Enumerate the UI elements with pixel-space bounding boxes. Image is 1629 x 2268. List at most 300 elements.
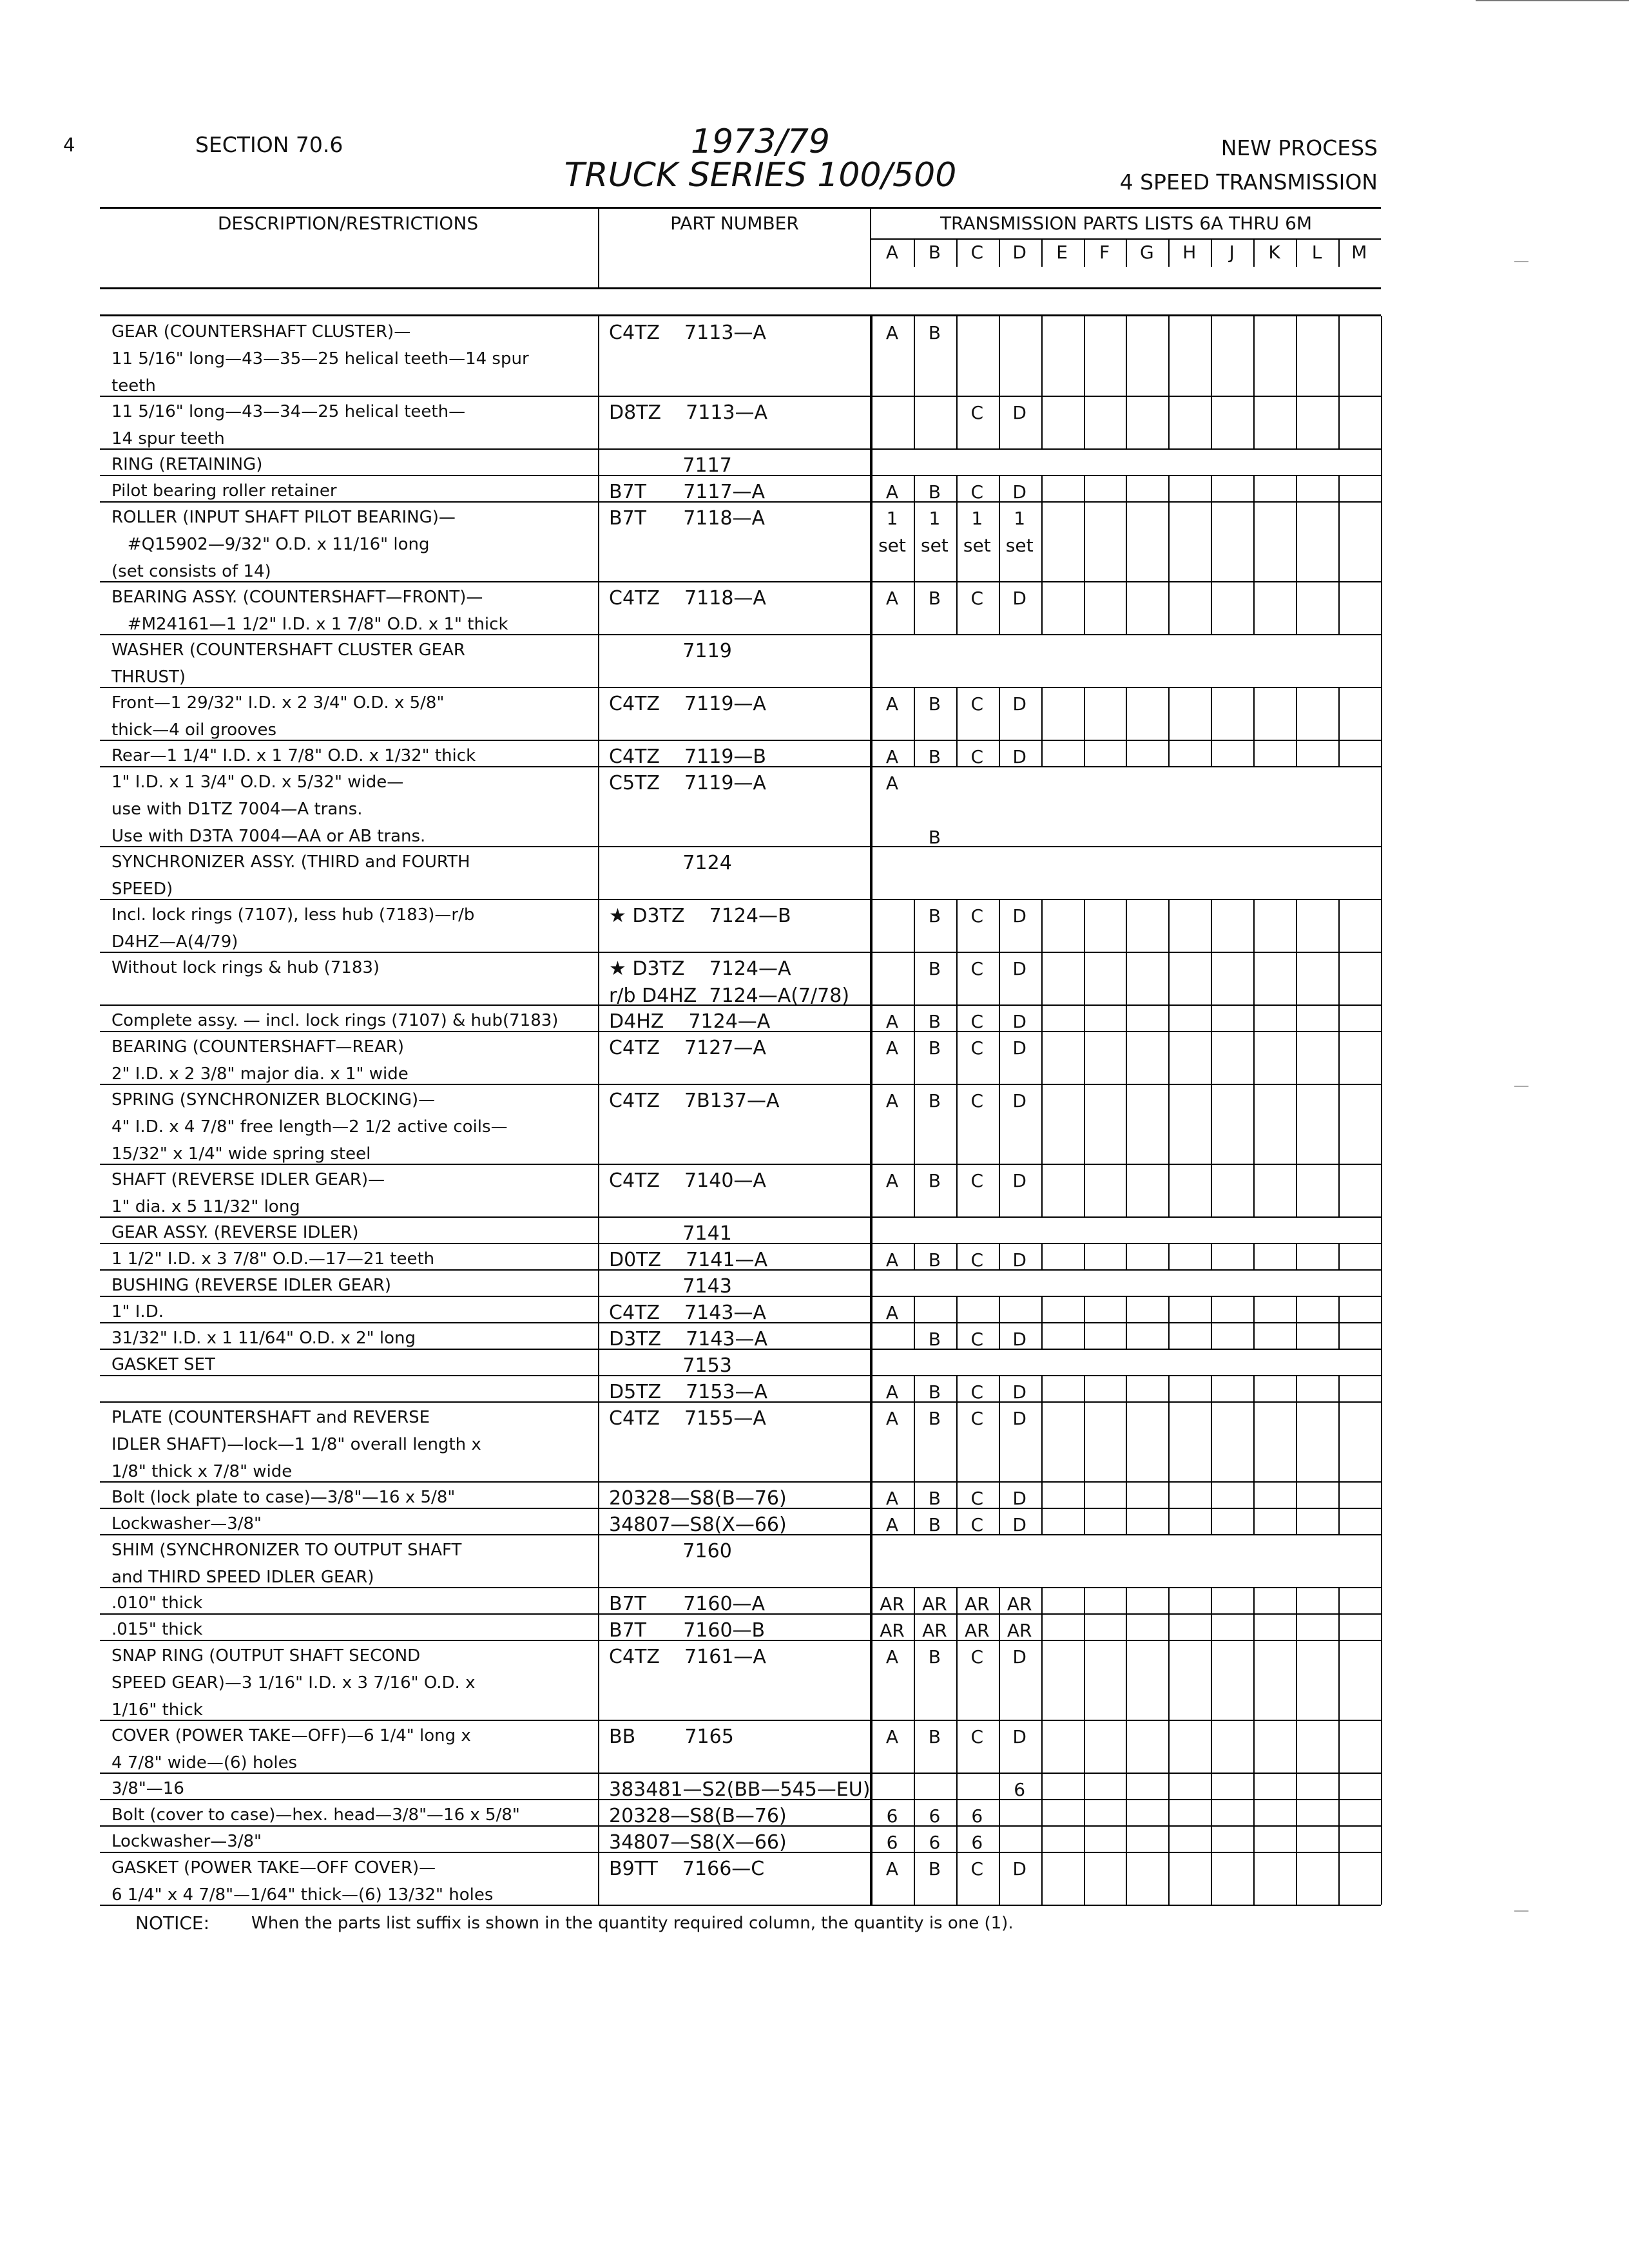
quantity-cell-a: A [885, 1170, 899, 1191]
quantity-column-divider [1381, 448, 1382, 475]
quantity-cell-d: D [1012, 1381, 1027, 1403]
quantity-column-divider [1168, 1375, 1170, 1401]
row-description: SNAP RING (OUTPUT SHAFT SECOND SPEED GEAR)—3 1/16" I.D. x 3 7/16" O.D. x 1/16" thick [111, 1646, 476, 1720]
column-divider [598, 1375, 599, 1401]
quantity-column-divider [1126, 316, 1127, 396]
quantity-column-divider [1084, 1401, 1085, 1481]
quantity-column-divider [1041, 1640, 1043, 1720]
table-row [100, 634, 1381, 687]
column-divider [598, 1799, 599, 1825]
quantity-column-divider [1084, 316, 1085, 396]
quantity-cell-c: C [970, 588, 984, 609]
quantity-column-divider [1381, 1613, 1382, 1640]
quantity-column-divider [1253, 1587, 1255, 1613]
quantity-column-divider [1253, 952, 1255, 1004]
margin-tick [1514, 1910, 1528, 1912]
quantity-column-divider [1168, 581, 1170, 634]
row-part-number: D8TZ 7113—A [609, 401, 768, 424]
quantity-column-divider [1168, 240, 1170, 267]
quantity-cell-c: C [970, 402, 984, 423]
quantity-column-divider [1381, 1375, 1382, 1401]
quantity-column-divider [1296, 1164, 1297, 1216]
margin-tick [1514, 261, 1528, 262]
quantity-column-divider [1338, 1799, 1340, 1825]
quantity-column-divider [1338, 1375, 1340, 1401]
quantity-column-divider [1211, 1720, 1212, 1773]
quantity-column-divider [1381, 1481, 1382, 1508]
quantity-cell-a: A [885, 1726, 899, 1747]
column-divider [598, 1322, 599, 1349]
quantity-cell-a: A [885, 1488, 899, 1509]
row-part-number: 7160 [609, 1540, 732, 1562]
quantity-column-divider [1296, 1401, 1297, 1481]
quantity-column-divider [1084, 475, 1085, 501]
quantity-column-divider [1041, 740, 1043, 766]
quantity-cell-d: D [1012, 746, 1027, 767]
quantity-column-divider [1126, 1322, 1127, 1349]
quantity-column-divider [1253, 740, 1255, 766]
row-part-number: C4TZ 7155—A [609, 1407, 766, 1430]
row-description: WASHER (COUNTERSHAFT CLUSTER GEAR THRUST) [111, 640, 465, 687]
quantity-column-divider [1084, 1164, 1085, 1216]
quantity-cell-c: AR [964, 1593, 990, 1615]
quantity-column-divider [1253, 1375, 1255, 1401]
quantity-column-divider [1296, 1720, 1297, 1773]
quantity-cell-b: 6 [929, 1832, 941, 1853]
quantity-column-divider [1126, 1773, 1127, 1799]
header-right-transmission: 4 SPEED TRANSMISSION [1119, 169, 1378, 195]
table-row [100, 1401, 1381, 1481]
quantity-column-divider [1041, 952, 1043, 1004]
table-row [100, 1640, 1381, 1720]
quantity-column-divider [956, 316, 958, 396]
quantity-column-divider [1338, 501, 1340, 581]
table-row [100, 1164, 1381, 1216]
quantity-column-divider [1296, 1481, 1297, 1508]
column-divider [598, 952, 599, 1004]
quantity-column-divider [1296, 501, 1297, 581]
row-description: Bolt (lock plate to case)—3/8"—16 x 5/8" [111, 1488, 456, 1507]
margin-tick [1514, 1086, 1528, 1087]
quantity-column-header: H [1182, 242, 1197, 263]
column-divider [598, 316, 599, 396]
quantity-column-divider [914, 240, 915, 267]
quantity-column-divider [1126, 687, 1127, 740]
quantity-column-divider [956, 1773, 958, 1799]
quantity-column-divider [1296, 1773, 1297, 1799]
quantity-cell-d: D [1012, 588, 1027, 609]
quantity-column-divider [1041, 1375, 1043, 1401]
table-row [100, 766, 1381, 846]
quantity-cell-a: A [885, 1381, 899, 1403]
quantity-column-divider [999, 240, 1000, 267]
quantity-cell-d: D [1012, 1090, 1027, 1111]
quantity-cell-d: 6 [1014, 1779, 1026, 1800]
quantity-column-divider [1041, 687, 1043, 740]
quantity-column-divider [1253, 1852, 1255, 1905]
quantity-column-divider [1041, 1852, 1043, 1905]
quantity-cell-d: D [1012, 1170, 1027, 1191]
column-divider [598, 1401, 599, 1481]
quantity-column-divider [871, 899, 872, 952]
table-row [100, 475, 1381, 501]
quantity-column-divider [1381, 634, 1382, 687]
quantity-column-divider [1296, 1613, 1297, 1640]
quantity-column-divider [1168, 1243, 1170, 1269]
column-divider [598, 1825, 599, 1852]
quantity-cell-d: D [1012, 1488, 1027, 1509]
quantity-cell-c: C [970, 958, 984, 979]
quantity-cell-a: A [885, 693, 899, 715]
table-row [100, 1613, 1381, 1640]
column-divider [598, 1349, 599, 1375]
quantity-column-divider [1126, 899, 1127, 952]
column-divider [598, 846, 599, 899]
quantity-column-divider [1296, 1084, 1297, 1164]
quantity-column-divider [1168, 1401, 1170, 1481]
table-row [100, 1773, 1381, 1799]
quantity-cell-b: B [928, 1514, 941, 1535]
row-description: .010" thick [111, 1593, 203, 1613]
quantity-column-divider [1381, 1243, 1382, 1269]
column-divider [598, 1773, 599, 1799]
quantity-column-divider [1211, 1296, 1212, 1322]
quantity-column-divider [1084, 581, 1085, 634]
quantity-cell-b: B [928, 481, 941, 503]
quantity-column-divider [1253, 316, 1255, 396]
quantity-cell-c: 6 [971, 1805, 983, 1827]
quantity-cell-a: A [885, 481, 899, 503]
quantity-column-divider [1211, 1401, 1212, 1481]
quantity-cell-b: B [928, 1858, 941, 1879]
quantity-cell-b: B [928, 588, 941, 609]
quantity-column-divider [1168, 1322, 1170, 1349]
column-divider [598, 1004, 599, 1031]
quantity-column-divider [1381, 846, 1382, 899]
quantity-column-divider [871, 448, 872, 475]
quantity-column-divider [1168, 1720, 1170, 1773]
table-row [100, 952, 1381, 1007]
quantity-column-divider [871, 1349, 872, 1375]
row-description: COVER (POWER TAKE—OFF)—6 1/4" long x 4 7/8" wide—(6) holes [111, 1726, 471, 1773]
quantity-column-divider [1041, 1825, 1043, 1852]
table-row [100, 1269, 1381, 1296]
quantity-column-divider [1338, 475, 1340, 501]
quantity-column-divider [1211, 1243, 1212, 1269]
quantity-column-divider [1338, 240, 1340, 267]
column-divider [598, 1164, 599, 1216]
table-row [100, 1296, 1381, 1322]
quantity-column-divider [1126, 1401, 1127, 1481]
quantity-column-divider [1338, 1031, 1340, 1084]
quantity-column-divider [1041, 1401, 1043, 1481]
quantity-cell-c: C [970, 1329, 984, 1350]
quantity-column-divider [1126, 1613, 1127, 1640]
row-part-number: D4HZ 7124—A [609, 1010, 771, 1033]
table-row [100, 1084, 1381, 1164]
quantity-column-divider [1211, 952, 1212, 1004]
quantity-column-divider [1041, 1084, 1043, 1164]
quantity-column-divider [1126, 1825, 1127, 1852]
quantity-column-divider [1126, 501, 1127, 581]
quantity-column-divider [1168, 1031, 1170, 1084]
quantity-column-divider [1041, 1481, 1043, 1508]
quantity-column-divider [1381, 1773, 1382, 1799]
quantity-column-divider [871, 634, 872, 687]
quantity-column-divider [1168, 1825, 1170, 1852]
quantity-column-divider [1338, 581, 1340, 634]
row-description: BEARING ASSY. (COUNTERSHAFT—FRONT)— #M24161—1 1/2" I.D. x 1 7/8" O.D. x 1" thick [111, 588, 508, 634]
quantity-cell-d: D [1012, 1858, 1027, 1879]
row-part-number: D5TZ 7153—A [609, 1381, 768, 1403]
table-row [100, 1852, 1381, 1905]
column-divider [598, 1296, 599, 1322]
row-part-number: 34807—S8(X—66) [609, 1514, 787, 1536]
quantity-column-header: C [970, 242, 984, 263]
quantity-column-divider [1084, 1243, 1085, 1269]
quantity-column-divider [1126, 1852, 1127, 1905]
title-years: 1973/79 [690, 122, 831, 161]
quantity-column-divider [1126, 1799, 1127, 1825]
column-divider [598, 1481, 599, 1508]
quantity-column-divider [1296, 1852, 1297, 1905]
quantity-column-divider [1084, 1322, 1085, 1349]
quantity-column-divider [1084, 1375, 1085, 1401]
row-part-number: C5TZ 7119—A [609, 772, 766, 794]
column-header-description: DESCRIPTION/RESTRICTIONS [217, 213, 479, 234]
quantity-column-divider [1381, 1852, 1382, 1905]
quantity-column-divider [1168, 1587, 1170, 1613]
quantity-cell-d: D [1012, 1514, 1027, 1535]
column-divider [598, 1243, 599, 1269]
row-description: GEAR ASSY. (REVERSE IDLER) [111, 1223, 359, 1242]
quantity-column-divider [1253, 1084, 1255, 1164]
quantity-cell-b: AR [922, 1620, 947, 1641]
quantity-column-divider [1211, 396, 1212, 448]
quantity-cell-b: B [928, 1329, 941, 1350]
quantity-cell-c: C [970, 1488, 984, 1509]
quantity-column-divider [999, 1296, 1000, 1322]
quantity-column-divider [1041, 1587, 1043, 1613]
quantity-cell-d: D [1012, 1011, 1027, 1032]
quantity-column-divider [1338, 1243, 1340, 1269]
quantity-column-divider [1126, 1640, 1127, 1720]
quantity-column-divider [1041, 899, 1043, 952]
quantity-column-divider [1296, 687, 1297, 740]
quantity-cell-b: B [928, 693, 941, 715]
row-description: 1" I.D. x 1 3/4" O.D. x 5/32" wide— use with D1TZ 7004—A trans. Use with D3TA 7004—AA or AB trans. [111, 773, 426, 846]
section-label: SECTION 70.6 [195, 132, 343, 157]
quantity-cell-d: D [1012, 1408, 1027, 1429]
row-description: SPRING (SYNCHRONIZER BLOCKING)— 4" I.D. x 4 7/8" free length—2 1/2 active coils— 15/32" x 1/4" wide spring steel [111, 1090, 508, 1164]
quantity-column-divider [1381, 1216, 1382, 1243]
quantity-column-divider [1084, 952, 1085, 1004]
quantity-column-divider [871, 1322, 872, 1349]
quantity-column-divider [1253, 1481, 1255, 1508]
row-description: 11 5/16" long—43—34—25 helical teeth— 14 spur teeth [111, 402, 466, 448]
quantity-cell-b: 6 [929, 1805, 941, 1827]
quantity-column-divider [1084, 501, 1085, 581]
row-part-number: B7T 7118—A [609, 507, 766, 530]
row-description: Without lock rings & hub (7183) [111, 958, 380, 977]
row-description: SYNCHRONIZER ASSY. (THIRD and FOURTH SPEED) [111, 852, 470, 899]
quantity-column-divider [1126, 396, 1127, 448]
quantity-column-divider [1168, 1508, 1170, 1534]
column-divider [598, 1508, 599, 1534]
quantity-column-divider [1168, 740, 1170, 766]
quantity-column-divider [1168, 1164, 1170, 1216]
notice-text: When the parts list suffix is shown in the quantity required column, the quantity is one (1). [251, 1914, 1014, 1933]
quantity-column-header: L [1311, 242, 1322, 263]
quantity-cell-c: C [970, 1011, 984, 1032]
quantity-column-divider [1126, 740, 1127, 766]
quantity-cell-c: C [970, 905, 984, 927]
quantity-column-divider [1381, 1322, 1382, 1349]
quantity-column-divider [1338, 1322, 1340, 1349]
quantity-column-divider [1296, 240, 1297, 267]
row-divider [100, 1905, 1381, 1906]
quantity-column-divider [1381, 581, 1382, 634]
quantity-column-divider [1041, 581, 1043, 634]
column-divider [598, 1640, 599, 1720]
quantity-cell-d: D [1012, 958, 1027, 979]
quantity-cell-c: C [970, 1726, 984, 1747]
column-divider [598, 1031, 599, 1084]
row-part-number: C4TZ 7119—B [609, 745, 766, 768]
quantity-cell-a: A [885, 588, 899, 609]
row-description: GEAR (COUNTERSHAFT CLUSTER)— 11 5/16" long—43—35—25 helical teeth—14 spur teeth [111, 322, 529, 396]
quantity-column-divider [1338, 1481, 1340, 1508]
quantity-cell-a: 6 [886, 1805, 898, 1827]
quantity-column-divider [1211, 316, 1212, 396]
quantity-column-divider [1126, 952, 1127, 1004]
quantity-column-divider [1381, 1587, 1382, 1613]
row-description: Incl. lock rings (7107), less hub (7183)—r/b D4HZ—A(4/79) [111, 905, 475, 952]
quantity-column-divider [1253, 1004, 1255, 1031]
row-description: ROLLER (INPUT SHAFT PILOT BEARING)— #Q15902—9/32" O.D. x 11/16" long (set consists of 14) [111, 508, 456, 581]
quantity-column-divider [1296, 899, 1297, 952]
quantity-column-divider [1041, 240, 1043, 267]
quantity-column-divider [1253, 1825, 1255, 1852]
quantity-column-divider [1296, 1296, 1297, 1322]
quantity-column-divider [1381, 1401, 1382, 1481]
table-row [100, 740, 1381, 766]
quantity-cell-b: B [928, 1170, 941, 1191]
quantity-column-divider [1296, 1031, 1297, 1084]
quantity-column-divider [1381, 1004, 1382, 1031]
quantity-cell-b: B [928, 1011, 941, 1032]
quantity-column-divider [1041, 1773, 1043, 1799]
quantity-column-divider [1381, 1640, 1382, 1720]
quantity-cell-d: D [1012, 1329, 1027, 1350]
quantity-column-divider [1041, 316, 1043, 396]
table-row [100, 396, 1381, 448]
column-divider [598, 1613, 599, 1640]
quantity-column-divider [1338, 1084, 1340, 1164]
quantity-cell-b: B [928, 322, 941, 343]
quantity-column-divider [1338, 1640, 1340, 1720]
quantity-cell-a: AR [880, 1593, 905, 1615]
quantity-column-divider [999, 1825, 1000, 1852]
row-part-number: B9TT 7166—C [609, 1858, 765, 1880]
quantity-column-divider [1126, 240, 1127, 267]
quantity-cell-d: D [1012, 905, 1027, 927]
row-description: PLATE (COUNTERSHAFT and REVERSE IDLER SHAFT)—lock—1 1/8" overall length x 1/8" thick x 7/8" wide [111, 1408, 481, 1481]
quantity-column-divider [1381, 1825, 1382, 1852]
quantity-column-divider [1381, 1349, 1382, 1375]
column-divider [598, 634, 599, 687]
quantity-column-divider [1381, 1508, 1382, 1534]
row-description: 1 1/2" I.D. x 3 7/8" O.D.—17—21 teeth [111, 1249, 435, 1269]
column-divider [598, 899, 599, 952]
table-row [100, 1031, 1381, 1084]
quantity-column-divider [1338, 1613, 1340, 1640]
quantity-column-divider [1168, 1004, 1170, 1031]
quantity-column-divider [1041, 1164, 1043, 1216]
quantity-cell-d: D [1012, 1726, 1027, 1747]
table-row [100, 1799, 1381, 1825]
quantity-column-divider [1126, 1084, 1127, 1164]
quantity-column-divider [1338, 687, 1340, 740]
row-description: 31/32" I.D. x 1 11/64" O.D. x 2" long [111, 1329, 416, 1348]
quantity-column-divider [1168, 501, 1170, 581]
quantity-column-divider [1084, 899, 1085, 952]
quantity-cell-d: D [1012, 402, 1027, 423]
quantity-column-divider [1211, 475, 1212, 501]
row-part-number: C4TZ 7113—A [609, 322, 766, 344]
table-row [100, 1534, 1381, 1587]
quantity-cell-a: A [885, 1408, 899, 1429]
quantity-column-divider [1168, 316, 1170, 396]
quantity-cell-d: D [1012, 1249, 1027, 1271]
row-description: Bolt (cover to case)—hex. head—3/8"—16 x 5/8" [111, 1805, 520, 1825]
quantity-cell-c: C [970, 1170, 984, 1191]
table-row [100, 1587, 1381, 1613]
quantity-column-divider [1296, 475, 1297, 501]
quantity-column-divider [1084, 1587, 1085, 1613]
quantity-cell-a: A [885, 1249, 899, 1271]
quantity-column-divider [1041, 475, 1043, 501]
quantity-column-divider [1338, 740, 1340, 766]
quantity-column-divider [1296, 1825, 1297, 1852]
quantity-column-divider [1253, 1401, 1255, 1481]
quantity-cell-b: B [928, 827, 941, 848]
quantity-column-divider [1253, 687, 1255, 740]
quantity-column-divider [1381, 1296, 1382, 1322]
quantity-column-divider [1168, 1084, 1170, 1164]
quantity-column-divider [1253, 1613, 1255, 1640]
quantity-cell-d: D [1012, 481, 1027, 503]
row-description: Lockwasher—3/8" [111, 1832, 262, 1851]
quantity-column-divider [871, 846, 872, 899]
header-top-rule [100, 207, 1381, 209]
quantity-cell-d: D [1012, 693, 1027, 715]
quantity-cell-a: 6 [886, 1832, 898, 1853]
row-part-number: C4TZ 7118—A [609, 587, 766, 610]
quantity-column-divider [1381, 1084, 1382, 1164]
header-right-process: NEW PROCESS [1220, 135, 1378, 160]
column-divider [598, 396, 599, 448]
quantity-cell-c: C [970, 693, 984, 715]
quantity-cell-c: C [970, 1858, 984, 1879]
quantity-column-divider [871, 1269, 872, 1296]
table-row [100, 1720, 1381, 1773]
quantity-column-divider [1338, 1587, 1340, 1613]
quantity-column-divider [1253, 240, 1255, 267]
quantity-column-header: F [1099, 242, 1110, 263]
quantity-column-divider [1381, 687, 1382, 740]
row-part-number: C4TZ 7B137—A [609, 1090, 780, 1112]
